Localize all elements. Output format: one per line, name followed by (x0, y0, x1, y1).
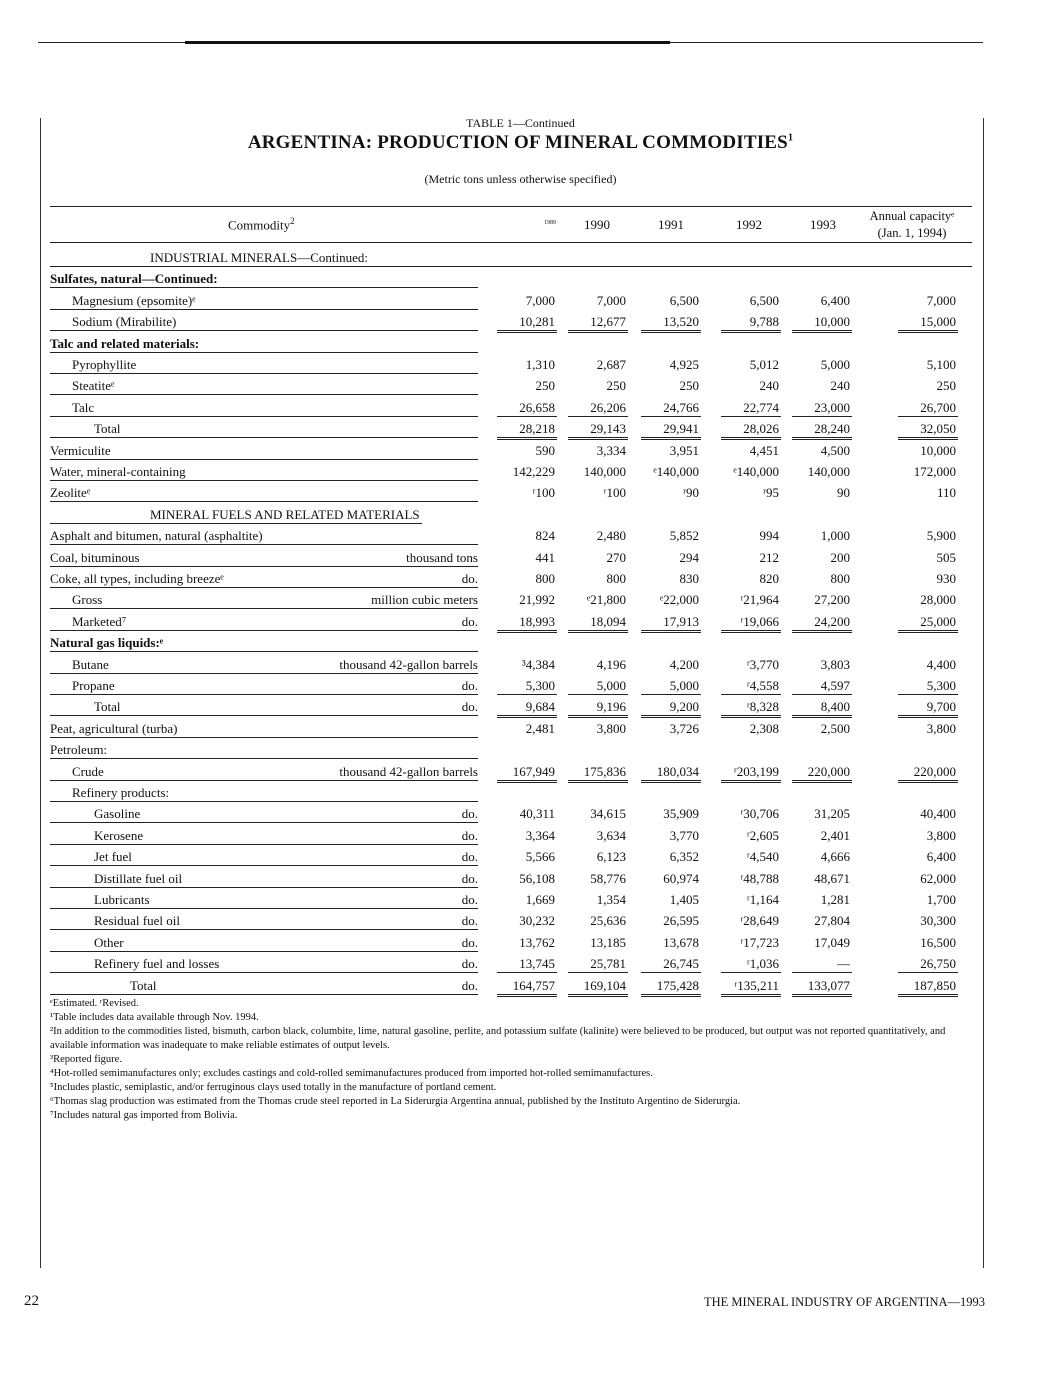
row-value: ʳ2,605 (746, 827, 779, 843)
row-value: 22,774 (743, 399, 779, 415)
row-value: 590 (535, 442, 555, 458)
row-value: 5,000 (820, 357, 850, 372)
row-value: 26,658 (519, 399, 555, 415)
table-row (50, 909, 972, 930)
row-value: 2,687 (596, 357, 626, 372)
row-value: 1,669 (525, 892, 555, 907)
row-value: 167,949 (512, 763, 555, 779)
row-value: ʳ90 (683, 485, 699, 501)
row-value: 26,700 (920, 399, 956, 415)
row-value: ʳ3,770 (746, 656, 779, 672)
row-value: 140,000 (583, 464, 626, 479)
row-value: ᵉ22,000 (659, 592, 699, 608)
row-value: ʳ4,540 (746, 849, 779, 865)
row-value: 250 (936, 378, 956, 394)
row-value: 56,108 (519, 870, 555, 886)
table-row (50, 845, 972, 866)
row-value: 24,766 (663, 399, 699, 415)
row-label: Talc and related materials: (50, 335, 200, 351)
row-value: 3,800 (926, 720, 956, 736)
row-value: 16,500 (920, 934, 956, 950)
table-row (50, 588, 972, 609)
table-row (50, 760, 972, 781)
row-value: 1,405 (669, 892, 699, 907)
row-value: 4,200 (669, 656, 699, 672)
row-value: 930 (936, 571, 956, 586)
row-value: 48,671 (814, 870, 850, 886)
row-value: 5,300 (525, 678, 555, 693)
row-value: 800 (830, 571, 850, 586)
row-value: 994 (759, 528, 779, 544)
row-unit: do. (461, 827, 478, 843)
row-value: ʳ100 (532, 485, 555, 501)
row-value: 2,308 (749, 720, 779, 736)
table-row (50, 738, 972, 759)
row-value: 31,205 (814, 806, 850, 822)
row-value: 5,566 (525, 849, 555, 865)
table-row (50, 503, 972, 524)
footnotes (50, 997, 975, 1123)
row-value: ʳ1,164 (746, 892, 779, 907)
row-value: 24,200 (814, 613, 850, 629)
row-value: 3,726 (669, 720, 699, 736)
row-label: Propane (72, 678, 115, 693)
table-row (50, 353, 972, 374)
row-value: 4,925 (669, 357, 699, 372)
row-label: Residual fuel oil (94, 913, 180, 929)
row-value: 505 (936, 549, 956, 565)
row-value: ʳ8,328 (746, 699, 779, 715)
row-value: 35,909 (663, 806, 699, 822)
row-value: ʳ21,964 (740, 592, 779, 608)
row-value: 26,206 (590, 399, 626, 415)
row-value: 28,240 (814, 421, 850, 437)
table-row (50, 246, 972, 267)
table-row (50, 695, 972, 716)
table-row (50, 310, 972, 331)
table-row (50, 289, 972, 310)
row-value: 3,803 (820, 656, 850, 672)
row-value: 187,850 (913, 977, 956, 993)
row-value: 3,770 (669, 827, 699, 843)
row-value: 34,615 (590, 806, 626, 822)
table-row (50, 824, 972, 845)
row-value: 23,000 (814, 399, 850, 415)
row-value: 18,094 (590, 613, 626, 629)
top-rule-thick (185, 41, 670, 44)
row-label: Talc (72, 399, 95, 415)
row-value: 10,000 (814, 314, 850, 330)
row-label: Steatiteᵉ (72, 378, 115, 394)
row-value: 1,281 (820, 892, 850, 907)
row-label: Sulfates, natural—Continued: (50, 271, 218, 287)
row-value: 10,281 (519, 314, 555, 330)
row-value: 29,941 (663, 421, 699, 437)
row-value: 220,000 (913, 763, 956, 779)
row-value: 7,000 (596, 292, 626, 308)
row-value: 7,000 (926, 292, 956, 308)
row-value: 13,745 (519, 956, 555, 972)
row-label: Natural gas liquids:ᵉ (50, 635, 164, 651)
row-value: 28,026 (743, 421, 779, 437)
row-value: 32,050 (920, 421, 956, 437)
table-row (50, 952, 972, 973)
header-year-1992: 1992 (736, 217, 762, 232)
table-number: TABLE 1—Continued (466, 116, 575, 130)
table-subtitle: (Metric tons unless otherwise specified) (424, 172, 617, 186)
header-year-1991: 1991 (658, 217, 684, 232)
row-value: 800 (535, 571, 555, 586)
row-value: 17,049 (814, 934, 850, 950)
table-row (50, 631, 972, 652)
row-label: Total (94, 699, 121, 715)
row-value: 200 (830, 549, 850, 565)
row-value: 5,000 (596, 678, 626, 693)
row-value: 2,480 (596, 528, 626, 544)
table-row (50, 567, 972, 588)
row-value: 5,300 (926, 678, 956, 693)
row-value: 6,400 (926, 849, 956, 865)
row-value: 2,481 (525, 720, 555, 736)
table-title: ARGENTINA: PRODUCTION OF MINERAL COMMODITIES$^1$ (247, 132, 794, 153)
row-value: 62,000 (920, 870, 956, 886)
row-value: 17,913 (663, 613, 699, 629)
row-value: 25,636 (590, 913, 626, 929)
page-number: 22 (24, 1293, 39, 1309)
row-value: 4,597 (820, 678, 850, 693)
row-value: 40,400 (920, 806, 956, 822)
row-value: 26,745 (663, 956, 699, 972)
header-year-1989: 1989 (544, 220, 556, 226)
row-label: Gross (72, 592, 103, 608)
row-label: Zeoliteᵉ (50, 485, 91, 501)
header-year-1990: 1990 (584, 217, 610, 232)
row-value: 2,401 (820, 827, 850, 843)
row-value: 40,311 (519, 806, 555, 822)
row-value: 294 (679, 549, 699, 565)
row-value: 13,185 (590, 934, 626, 950)
table-row (50, 653, 972, 674)
table-row (50, 546, 972, 567)
header-commodity: Commodity$^2$ (228, 216, 295, 233)
row-value: 3,800 (596, 720, 626, 736)
row-value: 7,000 (525, 292, 555, 308)
row-label: Marketed⁷ (72, 613, 127, 629)
row-value: 28,000 (920, 592, 956, 608)
table-row (50, 781, 972, 802)
table-row (50, 717, 972, 738)
row-value: 12,677 (590, 314, 626, 330)
row-value: 6,500 (749, 292, 779, 308)
row-label: Water, mineral-containing (50, 464, 186, 479)
row-value: 175,428 (656, 977, 699, 993)
row-value: ʳ17,723 (740, 934, 779, 950)
row-value: 250 (606, 378, 626, 394)
row-value: 441 (535, 549, 555, 565)
row-value: 18,993 (519, 613, 555, 629)
row-value: ᵉ140,000 (733, 464, 779, 479)
table-row (50, 267, 972, 288)
row-value: 25,000 (920, 613, 956, 629)
row-value: ʳ28,649 (740, 913, 779, 929)
row-value: 9,196 (596, 699, 626, 715)
row-label: Asphalt and bitumen, natural (asphaltite) (50, 528, 263, 544)
row-value: 820 (759, 571, 779, 586)
footnote: ᵉEstimated. ʳRevised. (50, 998, 139, 1009)
row-value: 133,077 (807, 977, 850, 993)
row-value: 60,974 (663, 870, 699, 886)
row-label: Other (94, 934, 124, 950)
row-label: Refinery products: (72, 785, 170, 800)
row-label: Total (130, 977, 157, 993)
row-unit: do. (461, 806, 478, 822)
row-value: 13,762 (519, 934, 555, 950)
row-value: 110 (936, 485, 956, 501)
row-value: ʳ95 (763, 485, 779, 501)
row-value: 250 (535, 378, 555, 394)
row-value: 6,400 (820, 292, 850, 308)
row-value: 240 (830, 378, 850, 394)
row-value: 5,000 (669, 678, 699, 693)
row-label: Crude (72, 763, 104, 779)
table-row (50, 396, 972, 417)
row-label: Butane (72, 656, 109, 672)
footnote: ⁶Thomas slag production was estimated from the Thomas crude steel reported in La Siderurgia Argentina annual, published by the Instituto Argentino de Siderurgia. (50, 1096, 741, 1107)
row-value: 9,788 (749, 314, 779, 330)
table-row (50, 332, 972, 353)
row-value: 5,852 (669, 528, 699, 544)
row-value: 3,364 (525, 827, 555, 843)
row-value: 1,354 (596, 892, 626, 907)
row-value: 10,000 (920, 442, 956, 458)
row-value: 5,100 (926, 357, 956, 372)
row-value: 6,500 (669, 292, 699, 308)
row-label: Magnesium (epsomite)ᵉ (72, 292, 196, 308)
row-value: 4,400 (926, 656, 956, 672)
row-value: 5,012 (749, 357, 779, 372)
header-capacity: Annual capacityᵉ (Jan. 1, 1994) (869, 209, 955, 240)
row-value: 1,310 (525, 357, 555, 372)
row-value: 58,776 (590, 870, 626, 886)
row-label: Sodium (Mirabilite) (72, 314, 177, 330)
row-label: Vermiculite (50, 442, 111, 458)
row-value: 9,200 (669, 699, 699, 715)
table-row (50, 674, 972, 695)
row-label: Total (94, 421, 121, 437)
row-value: 240 (759, 378, 779, 394)
row-label: INDUSTRIAL MINERALS—Continued: (150, 250, 368, 265)
row-unit: do. (461, 613, 478, 629)
row-value: 172,000 (913, 464, 956, 479)
running-footer: THE MINERAL INDUSTRY OF ARGENTINA—1993 (703, 1295, 985, 1309)
row-value: 830 (679, 571, 699, 586)
row-value: 2,500 (820, 720, 850, 736)
row-unit: do. (461, 956, 478, 972)
table-row (50, 888, 972, 909)
row-value: 3,634 (596, 827, 626, 843)
row-value: ʳ19,066 (740, 613, 779, 629)
row-value: 4,666 (820, 849, 850, 865)
row-value: 13,520 (663, 314, 699, 330)
row-value: 30,232 (519, 913, 555, 929)
row-label: Refinery fuel and losses (94, 956, 220, 972)
row-unit: do. (461, 913, 478, 929)
row-value: 21,992 (519, 592, 555, 608)
table-row (50, 974, 972, 995)
row-value: ʳ100 (603, 485, 626, 501)
table-row (50, 460, 972, 481)
row-unit: do. (461, 870, 478, 886)
row-value: 4,196 (596, 656, 626, 672)
header-year-1993: 1993 (810, 217, 836, 232)
row-value: ʳ30,706 (740, 806, 779, 822)
row-label: Coke, all types, including breezeᵉ (50, 571, 224, 586)
row-unit: thousand tons (406, 549, 478, 565)
footnote: ³Reported figure. (50, 1054, 122, 1065)
row-value: ʳ1,036 (746, 956, 779, 972)
table-row (50, 374, 972, 395)
row-value: 3,334 (596, 442, 626, 458)
row-value: 180,034 (656, 763, 699, 779)
row-value: 800 (606, 571, 626, 586)
row-value: 1,700 (926, 892, 956, 907)
table-row (50, 524, 972, 545)
row-value: 9,700 (926, 699, 956, 715)
row-value: 30,300 (920, 913, 956, 929)
table-row (50, 417, 972, 438)
row-value: 212 (759, 549, 779, 565)
row-value: 1,000 (820, 528, 850, 544)
row-label: Distillate fuel oil (94, 870, 183, 886)
table-row (50, 439, 972, 460)
row-value: ʳ4,558 (746, 678, 779, 693)
row-value: 90 (837, 485, 850, 501)
row-value: 3,800 (926, 827, 956, 843)
footnote: ⁴Hot-rolled semimanufactures only; excludes castings and cold-rolled semimanufactures produced from imported hot-rolled semimanufactures. (50, 1068, 653, 1079)
row-label: Coal, bituminous (50, 549, 140, 565)
row-unit: do. (461, 571, 478, 586)
row-value: ʳ48,788 (740, 870, 779, 886)
row-label: MINERAL FUELS AND RELATED MATERIALS (150, 506, 420, 522)
row-value: 8,400 (820, 699, 850, 715)
row-value: ʳ135,211 (734, 977, 779, 993)
row-value: 25,781 (590, 956, 626, 972)
row-value: 26,750 (920, 956, 956, 972)
row-value: ᵉ21,800 (586, 592, 626, 608)
table-row (50, 867, 972, 888)
row-label: Gasoline (94, 806, 141, 822)
row-unit: do. (461, 977, 478, 993)
row-value: 29,143 (590, 421, 626, 437)
footnote: ⁷Includes natural gas imported from Bolivia. (50, 1110, 238, 1121)
row-rule (50, 994, 478, 995)
row-value: 140,000 (807, 464, 850, 479)
row-value: 169,104 (583, 977, 626, 993)
row-value: 9,684 (525, 699, 555, 715)
row-value: 6,352 (669, 849, 699, 865)
footnote: ¹Table includes data available through Nov. 1994. (50, 1012, 259, 1023)
row-value: ʳ203,199 (733, 763, 779, 779)
row-value: 270 (606, 549, 626, 565)
footnote: ²In addition to the commodities listed, bismuth, carbon black, columbite, lime, natural gasoline, perlite, and potassium sulfate (kalinite) were believed to be produced, but output was not reported quantitatively, and available information was inadequate to make reliable estimates of output levels. (50, 1026, 946, 1051)
row-value: 142,229 (512, 464, 555, 479)
row-value: 6,123 (596, 849, 626, 865)
row-unit: do. (461, 699, 478, 715)
row-value: 250 (679, 378, 699, 394)
row-value: 26,595 (663, 913, 699, 929)
row-value: 27,804 (814, 913, 850, 929)
right-margin-rule (983, 118, 984, 1268)
row-unit: million cubic meters (371, 592, 478, 608)
row-unit: thousand 42-gallon barrels (339, 656, 478, 672)
table-row (50, 610, 972, 631)
row-value: — (837, 956, 850, 972)
row-value: 220,000 (807, 763, 850, 779)
row-value: 5,900 (926, 528, 956, 544)
row-value: 175,836 (583, 763, 626, 779)
row-unit: do. (461, 849, 478, 865)
row-value: 4,500 (820, 442, 850, 458)
row-value: 27,200 (814, 592, 850, 608)
row-value: 28,218 (519, 421, 555, 437)
footnote: ⁵Includes plastic, semiplastic, and/or ferruginous clays used totally in the manufacture of portland cement. (50, 1082, 497, 1093)
row-value: 15,000 (920, 314, 956, 330)
row-unit: do. (461, 934, 478, 950)
row-label: Kerosene (94, 827, 144, 843)
row-unit: thousand 42-gallon barrels (339, 763, 478, 779)
table-row (50, 931, 972, 952)
row-value: 13,678 (663, 934, 699, 950)
row-unit: do. (461, 678, 478, 693)
table-row (50, 481, 972, 502)
row-value: ᵉ140,000 (653, 464, 699, 479)
row-label: Lubricants (94, 892, 150, 907)
row-label: Peat, agricultural (turba) (50, 720, 178, 736)
row-value: ³4,384 (521, 656, 555, 672)
row-label: Jet fuel (94, 849, 132, 865)
row-value: 824 (535, 528, 555, 544)
table-row (50, 802, 972, 823)
row-unit: do. (461, 892, 478, 907)
row-label: Petroleum: (50, 742, 108, 758)
row-label: Pyrophyllite (72, 357, 137, 372)
row-value: 3,951 (669, 442, 699, 458)
left-margin-rule (40, 118, 41, 1268)
row-value: 4,451 (749, 442, 779, 458)
row-value: 164,757 (512, 977, 555, 993)
